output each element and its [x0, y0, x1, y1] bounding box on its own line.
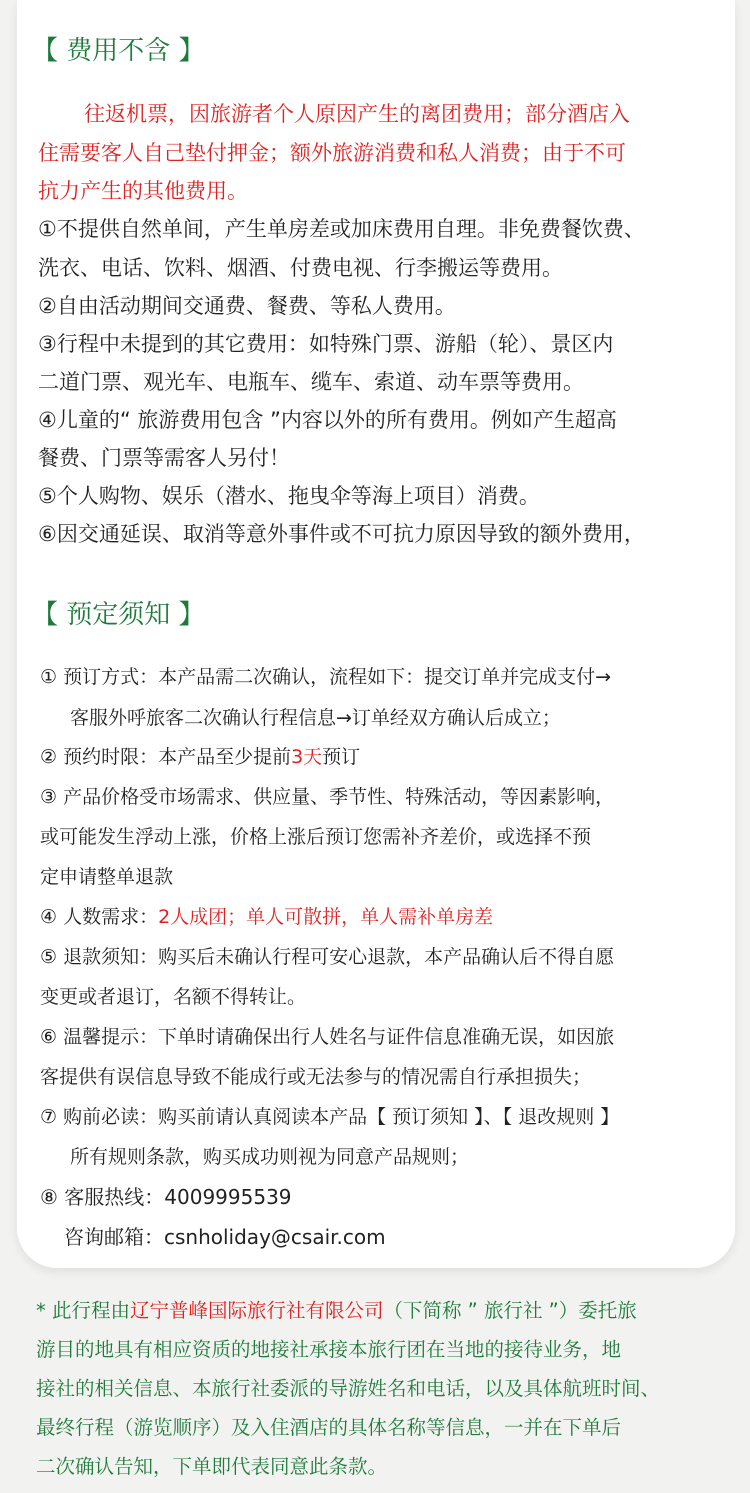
booking-item-2 — [40, 740, 360, 774]
fee-item-line: 洗衣、电话、饮料、烟酒、付费电视、行李搬运等费用。 — [38, 256, 563, 280]
booking-item-4 — [40, 900, 493, 934]
red-notice-line-2: 住需要客人自己垫付押金；额外旅游消费和私人消费；由于不可 — [38, 141, 626, 165]
fee-item-line: ②自由活动期间交通费、餐费、等私人费用。 — [38, 294, 456, 318]
red-notice-line-1: 往返机票，因旅游者个人原因产生的离团费用；部分酒店入 — [84, 102, 630, 126]
booking-item-2-suffix: 预订 — [322, 746, 361, 768]
booking-item-6-line-2: 客提供有误信息导致不能成行或无法参与的情况需自行承担损失； — [40, 1066, 592, 1088]
red-notice-line-3: 抗力产生的其他费用。 — [38, 179, 248, 203]
footnote-line-3: 接社的相关信息、本旅行社委派的导游姓名和电话，以及具体航班时间、 — [36, 1377, 661, 1400]
booking-item-4-prefix: ④ 人数需求： — [40, 906, 159, 928]
footnote-line-4: 最终行程（游览顺序）及入住酒店的具体名称等信息，一并在下单后 — [36, 1416, 622, 1439]
footnote-prefix: * 此行程由 — [36, 1299, 130, 1322]
booking-item-3-line-1: ③ 产品价格受市场需求、供应量、季节性、特殊活动，等因素影响， — [40, 786, 615, 808]
booking-item-1-line-1: ① 预订方式：本产品需二次确认，流程如下：提交订单并完成支付→ — [40, 666, 611, 688]
footnote-line-5: 二次确认告知，下单即代表同意此条款。 — [36, 1455, 388, 1478]
booking-item-2-prefix: ② 预约时限：本产品至少提前 — [40, 746, 292, 768]
booking-item-3-line-2: 或可能发生浮动上涨，价格上涨后预订您需补齐差价，或选择不预 — [40, 826, 592, 848]
service-email: 咨询邮箱：csnholiday@csair.com — [64, 1225, 386, 1249]
booking-days-highlight: 3天 — [291, 746, 323, 768]
booking-item-5-line-2: 变更或者退订，名额不得转让。 — [40, 986, 307, 1008]
footnote-line-1-rest: （下简称 ” 旅行社 ”）委托旅 — [383, 1299, 637, 1322]
footnote-line-1 — [36, 1293, 637, 1329]
fee-item-line: ⑥因交通延误、取消等意外事件或不可抗力原因导致的额外费用， — [38, 522, 645, 546]
fee-item-line: ④儿童的“ 旅游费用包含 ”内容以外的所有费用。例如产生超高 — [38, 408, 617, 432]
fee-item-line: ①不提供自然单间，产生单房差或加床费用自理。非免费餐饮费、 — [38, 217, 645, 241]
fees-excluded-heading: 【 费用不含 】 — [32, 36, 205, 66]
booking-item-3-line-3: 定申请整单退款 — [40, 866, 174, 888]
booking-notes-heading: 【 预定须知 】 — [32, 600, 205, 630]
fee-item-line: ⑤个人购物、娱乐（潜水、拖曳伞等海上项目）消费。 — [38, 484, 540, 508]
fee-item-line: 餐费、门票等需客人另付！ — [38, 446, 290, 470]
booking-item-7-line-1: ⑦ 购前必读：购买前请认真阅读本产品【 预订须知 】、【 退改规则 】 — [40, 1106, 620, 1128]
booking-item-1-line-2: 客服外呼旅客二次确认行程信息→订单经双方确认后成立； — [70, 707, 561, 729]
booking-item-5-line-1: ⑤ 退款须知：购买后未确认行程可安心退款，本产品确认后不得自愿 — [40, 946, 615, 968]
agency-name-highlight: 辽宁普峰国际旅行社有限公司 — [129, 1299, 384, 1322]
fee-item-line: 二道门票、观光车、电瓶车、缆车、索道、动车票等费用。 — [38, 370, 584, 394]
footnote-line-2: 游目的地具有相应资质的地接社承接本旅行团在当地的接待业务，地 — [36, 1338, 622, 1361]
fee-item-line: ③行程中未提到的其它费用：如特殊门票、游船（轮）、景区内 — [38, 332, 614, 356]
booking-item-6-line-1: ⑥ 温馨提示：下单时请确保出行人姓名与证件信息准确无误，如因旅 — [40, 1026, 615, 1048]
service-hotline: ⑧ 客服热线：4009995539 — [40, 1185, 292, 1209]
group-size-highlight: 2人成团；单人可散拼，单人需补单房差 — [158, 906, 494, 928]
booking-item-7-line-2: 所有规则条款，购买成功则视为同意产品规则； — [70, 1146, 470, 1168]
